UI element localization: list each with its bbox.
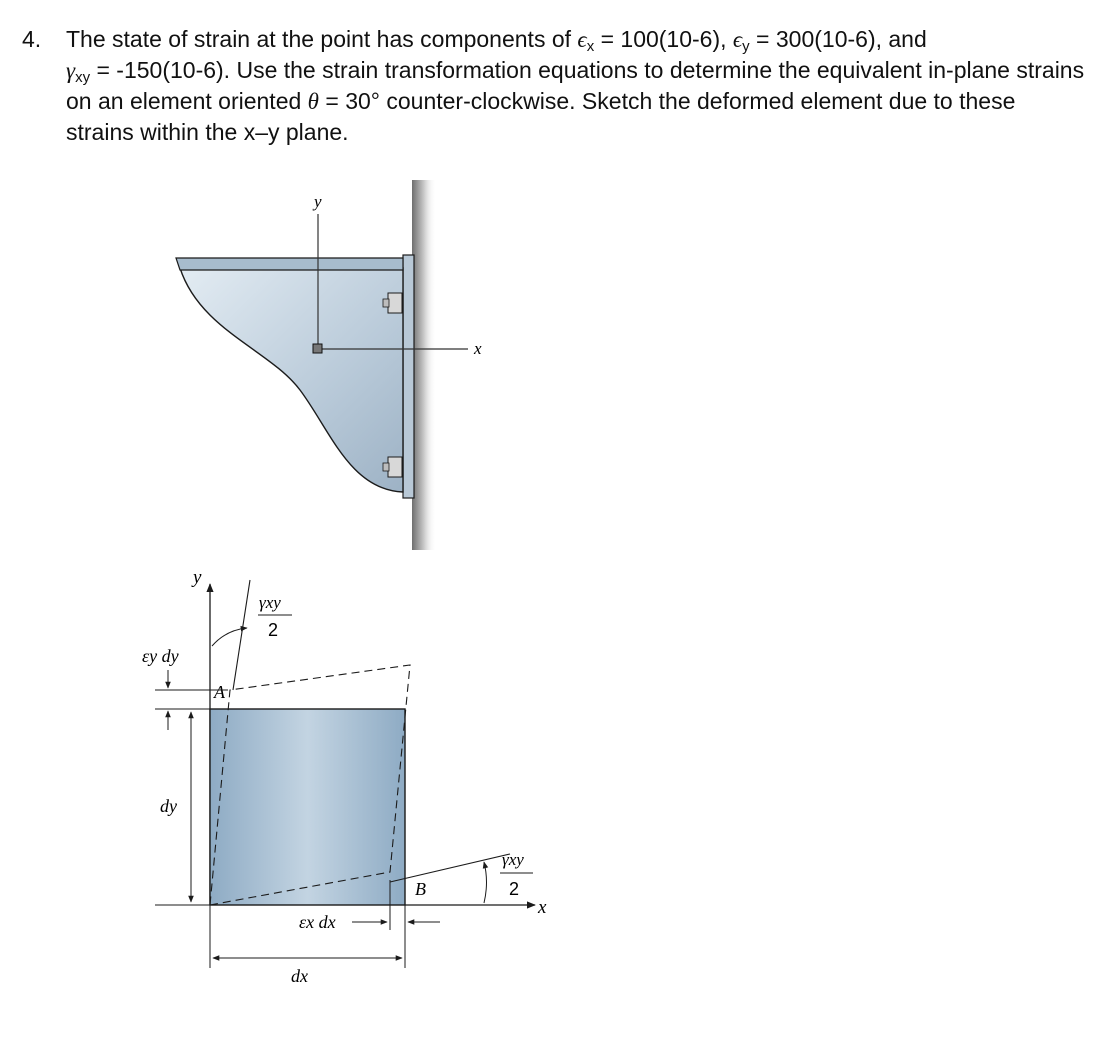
- gamma-xy-value: = -150(10-6). Use the strain transformation equations to determine the equivalent in-plane strains on an element oriented: [66, 57, 1085, 114]
- gamma-top-numerator: γxy: [259, 593, 281, 612]
- undeformed-element: [210, 709, 405, 905]
- epsilon-y-symbol: ϵ: [732, 27, 743, 52]
- epsilon-x-value: = 100(10-6),: [594, 26, 733, 52]
- dx-label: dx: [291, 966, 308, 986]
- wall: [412, 180, 436, 550]
- bracket-figure: [176, 180, 482, 550]
- y-axis-label-top: y: [314, 192, 322, 211]
- ex-dx-label: εx dx: [299, 912, 336, 932]
- intro-text: The state of strain at the point has components of: [66, 26, 578, 52]
- bracket-flange: [176, 258, 403, 270]
- ey-dy-label: εy dy: [142, 646, 179, 666]
- epsilon-x-subscript: x: [586, 38, 595, 55]
- gamma-right-numerator: γxy: [502, 850, 524, 869]
- gamma-xy-symbol: γ: [66, 58, 76, 83]
- bracket-web: [180, 268, 403, 492]
- gamma-top-denominator: 2: [268, 620, 279, 640]
- point-b-label: B: [415, 879, 426, 899]
- shear-ref-line-right: [390, 854, 510, 882]
- shear-ref-line-top: [233, 580, 250, 690]
- wall-plate: [403, 255, 414, 498]
- gamma-xy-subscript: xy: [75, 69, 91, 86]
- x-axis-label-top: x: [474, 339, 482, 358]
- epsilon-x-symbol: ϵ: [577, 27, 587, 52]
- dy-label: dy: [160, 796, 177, 816]
- gamma-right-denominator: 2: [509, 879, 520, 899]
- x-axis-label: x: [538, 897, 547, 918]
- y-axis-label: y: [193, 567, 202, 588]
- strain-element-figure: [142, 567, 547, 986]
- theta-symbol: θ: [307, 89, 319, 114]
- theta-value: = 30° counter-clockwise. Sketch the deformed element due to these strains within the x–y plane.: [66, 88, 1016, 145]
- shear-angle-arc-right: [484, 862, 487, 903]
- problem-number: 4.: [22, 26, 42, 52]
- point-marker: [313, 344, 322, 353]
- point-a-label: A: [214, 682, 225, 702]
- epsilon-y-value: = 300(10-6), and: [749, 26, 927, 52]
- epsilon-y-subscript: y: [742, 38, 750, 55]
